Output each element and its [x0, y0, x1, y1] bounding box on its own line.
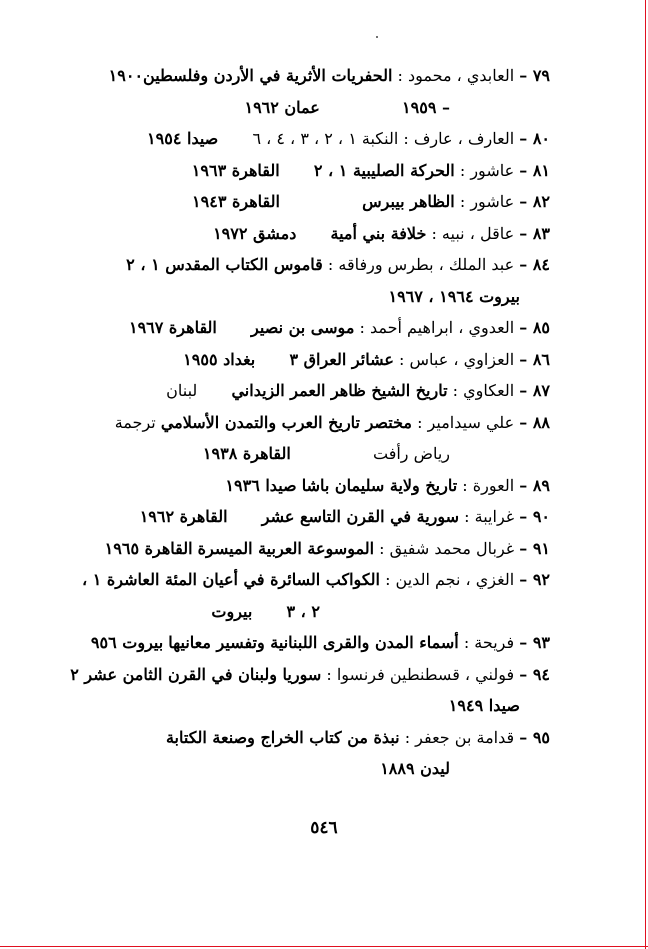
page-number: ٥٤٦: [310, 818, 338, 838]
entry-author: العابدي ، محمود :: [397, 66, 515, 85]
entry-publication: لبنان: [166, 381, 198, 400]
entry-line: [70, 344, 550, 376]
bibliography-entry-94: [70, 659, 550, 722]
entry-continuation-publication: عمان ١٩٦٢: [244, 97, 320, 117]
entry-author: فولني ، قسطنطين فرنسوا :: [326, 664, 515, 684]
entry-line: [70, 533, 550, 565]
bibliography-entry-84: [70, 249, 550, 312]
page-border-right: [645, 0, 646, 949]
entry-title: الحركة الصليبية ١ ، ٢: [313, 160, 455, 180]
entry-line: [70, 501, 550, 533]
entry-continuation-text: صيدا ١٩٤٩: [448, 696, 520, 715]
bibliography-entry-81: [70, 155, 550, 187]
entry-title: سورية في القرن التاسع عشر: [261, 507, 460, 526]
bibliography-list: [70, 60, 550, 785]
entry-continuation: [70, 92, 550, 124]
entry-publication: بيروت ٩٥٦: [90, 633, 164, 652]
entry-number: ٨٤ –: [519, 255, 550, 274]
entry-number: ٨٦ –: [519, 349, 550, 369]
entry-number: ٧٩ –: [519, 66, 550, 85]
entry-number: ٩٠ –: [519, 507, 550, 526]
bibliography-entry-89: [70, 470, 550, 502]
entry-continuation-publication: القاهرة ١٩٣٨: [202, 444, 291, 463]
entry-line: [70, 123, 550, 155]
entry-author: العارف ، عارف :: [403, 129, 515, 148]
entry-publication: القاهرة ١٩٤٣: [192, 192, 280, 211]
bibliography-entry-90: [70, 501, 550, 533]
entry-title: موسى بن نصير: [251, 318, 355, 337]
entry-author: غربال محمد شفيق :: [379, 538, 515, 558]
stray-mark: [376, 36, 378, 38]
entry-title: تاريخ الشيخ ظاهر العمر الزيداني: [231, 381, 448, 400]
entry-title: نبذة من كتاب الخراج وصنعة الكتابة: [165, 727, 400, 747]
entry-title: سوريا ولبنان في القرن الثامن عشر ٢: [70, 664, 322, 684]
entry-continuation: [70, 753, 550, 785]
entry-line: [70, 60, 550, 92]
entry-line: [70, 312, 550, 344]
entry-publication: القاهرة ١٩٦٣: [191, 160, 280, 180]
entry-number: ٨٧ –: [519, 381, 550, 400]
page-border-bottom: [0, 946, 648, 947]
entry-number: ٨٠ –: [519, 129, 550, 148]
entry-publication: صيدا ١٩٥٤: [147, 129, 219, 148]
entry-continuation-text: ليدن ١٨٨٩: [380, 759, 450, 778]
entry-line: [70, 627, 550, 659]
entry-number: ٩٣ –: [519, 633, 550, 652]
entry-number: ٨٥ –: [519, 318, 550, 337]
entry-title: خلافة بني أمية: [330, 223, 427, 243]
entry-title: قاموس الكتاب المقدس ١ ، ٢: [126, 255, 323, 274]
entry-line: [70, 470, 550, 502]
entry-author: عاقل ، نبيه :: [431, 223, 515, 243]
entry-line: [70, 375, 550, 407]
bibliography-entry-83: [70, 218, 550, 250]
entry-number: ٨٨ –: [519, 412, 550, 432]
entry-title: تاريخ ولاية سليمان باشا: [301, 475, 458, 495]
entry-continuation: [70, 438, 550, 470]
entry-publication: القاهرة ١٩٦٧: [128, 318, 217, 337]
entry-continuation: [70, 281, 550, 313]
entry-author: العكاوي :: [452, 381, 515, 400]
entry-publication: صيدا ١٩٣٦: [225, 475, 297, 495]
entry-author: علي سيدامير :: [417, 412, 515, 432]
entry-line: [70, 186, 550, 218]
bibliography-entry-95: [70, 722, 550, 785]
entry-title: أسماء المدن والقرى اللبنانية وتفسير معانيها: [168, 633, 459, 652]
entry-publication: بغداد ١٩٥٥: [183, 349, 256, 369]
bibliography-entry-79: [70, 60, 550, 123]
entry-publication: القاهرة ١٩٦٥: [104, 538, 193, 558]
bibliography-entry-92: [70, 564, 550, 627]
entry-author: عاشور :: [459, 160, 515, 180]
entry-line: [70, 155, 550, 187]
entry-continuation-text: رياض رأفت: [372, 444, 450, 463]
entry-author: غرايبة :: [464, 507, 515, 526]
entry-number: ٩١ –: [519, 538, 550, 558]
entry-continuation-publication: بيروت: [211, 601, 253, 621]
entry-title: الموسوعة العربية الميسرة: [197, 538, 375, 558]
entry-title: الظاهر بيبرس: [362, 192, 455, 211]
entry-line: [70, 722, 550, 754]
entry-author: الغزي ، نجم الدين :: [385, 570, 515, 589]
entry-number: ٨٩ –: [519, 475, 550, 495]
bibliography-entry-82: [70, 186, 550, 218]
bibliography-entry-87: [70, 375, 550, 407]
entry-publication: ترجمة: [114, 412, 156, 432]
bibliography-entry-91: [70, 533, 550, 565]
entry-title: الكواكب السائرة في أعيان المئة العاشرة ١ ،: [81, 570, 380, 589]
entry-continuation-text: – ١٩٥٩: [402, 97, 450, 117]
entry-author: العدوي ، ابراهيم أحمد :: [359, 318, 515, 337]
entry-number: ٨٣ –: [519, 223, 550, 243]
entry-line: [70, 218, 550, 250]
entry-number: ٩٢ –: [519, 570, 550, 589]
bibliography-entry-85: [70, 312, 550, 344]
entry-number: ٨١ –: [519, 160, 550, 180]
entry-title: عشائر العراق ٣: [289, 349, 394, 369]
entry-title: النكبة ١ ، ٢ ، ٣ ، ٤ ، ٦: [252, 129, 399, 148]
entry-title: الحفريات الأثرية في الأردن وفلسطين: [143, 66, 393, 85]
entry-continuation-text: ٢ ، ٣: [286, 601, 320, 621]
entry-publication: دمشق ١٩٧٢: [213, 223, 297, 243]
entry-line: [70, 564, 550, 596]
entry-author: العزاوي ، عباس :: [398, 349, 515, 369]
entry-line: [70, 659, 550, 691]
entry-number: ٩٥ –: [519, 727, 550, 747]
entry-number: ٨٢ –: [519, 192, 550, 211]
bibliography-entry-80: [70, 123, 550, 155]
entry-continuation: [70, 596, 550, 628]
entry-author: العورة :: [462, 475, 515, 495]
bibliography-entry-88: [70, 407, 550, 470]
bibliography-entry-86: [70, 344, 550, 376]
entry-continuation: [70, 690, 550, 722]
entry-line: [70, 407, 550, 439]
entry-author: قدامة بن جعفر :: [404, 727, 515, 747]
entry-title: مختصر تاريخ العرب والتمدن الأسلامي: [160, 412, 412, 432]
entry-publication: ١٩٠٠: [108, 66, 144, 85]
entry-line: [70, 249, 550, 281]
entry-author: فريحة :: [463, 633, 515, 652]
entry-number: ٩٤ –: [519, 664, 550, 684]
entry-author: عبد الملك ، بطرس ورفاقه :: [327, 255, 515, 274]
entry-author: عاشور :: [459, 192, 515, 211]
entry-continuation-text: بيروت ١٩٦٤ ، ١٩٦٧: [388, 286, 520, 306]
bibliography-entry-93: [70, 627, 550, 659]
entry-publication: القاهرة ١٩٦٢: [139, 507, 228, 526]
